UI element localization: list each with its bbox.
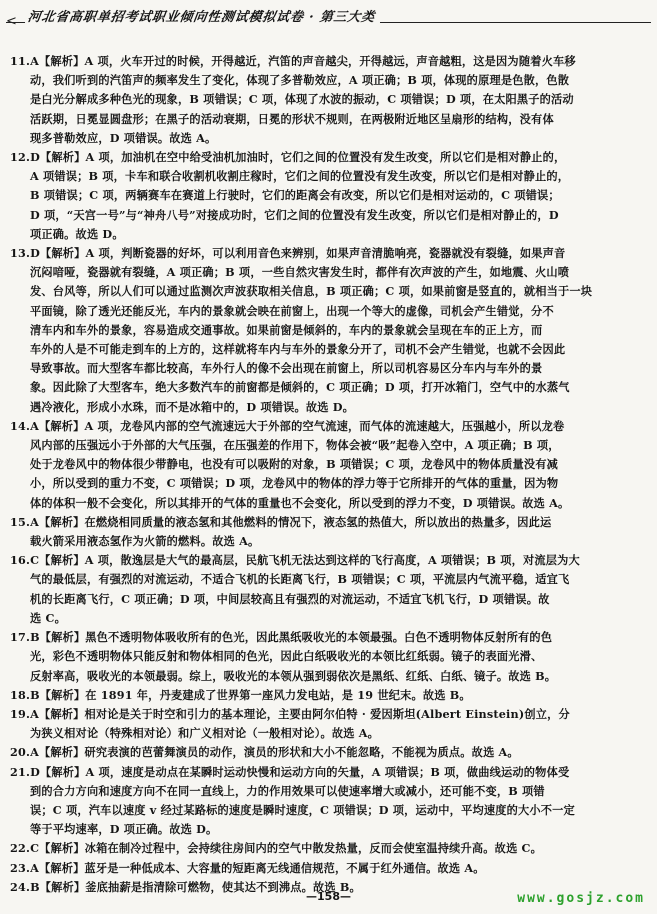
chevron-left-icon: < — [6, 14, 17, 29]
answer-first-line — [10, 551, 636, 570]
answer-first-line — [10, 705, 636, 724]
answer-text: B【解析】在 1891 年，丹麦建成了世界第一座风力发电站，是 19 世纪末。故选 B。 — [30, 687, 471, 702]
question-number: 18. — [10, 687, 31, 702]
answer-item — [10, 743, 636, 762]
answer-text: D【解析】A 项，加油机在空中给受油机加油时，它们之间的位置没有发生改变，所以它们是相对静止的， — [30, 150, 566, 165]
answer-item — [10, 52, 636, 148]
answer-first-line — [10, 628, 636, 647]
answer-line: 载火箭采用液态氢作为火箭的燃料。故选 A。 — [30, 534, 260, 549]
answer-first-line — [10, 148, 636, 167]
question-number: 14. — [10, 418, 31, 433]
question-number: 12. — [10, 150, 31, 165]
answer-text: A【解析】A 项，龙卷风内部的空气流速远大于外部的空气流速，而气体的流速越大，压强越小，所以龙卷 — [30, 418, 565, 433]
answer-line: 动，我们听到的汽笛声的频率发生了变化，体现了多普勒效应，A 项正确；B 项，体现的原理是色散，色散 — [30, 73, 570, 88]
answer-text: B【解析】釜底抽薪是指清除可燃物，使其达不到沸点。故选 B。 — [30, 879, 361, 894]
answer-first-line — [10, 417, 636, 436]
page-header — [0, 0, 657, 44]
answer-item — [10, 705, 636, 743]
answer-line: 处于龙卷风中的物体很少带静电，也没有可以吸附的对象，B 项错误；C 项，龙卷风中的物体质量没有减 — [30, 457, 559, 472]
answer-text: C【解析】A 项，散逸层是大气的最高层，民航飞机无法达到这样的飞行高度，A 项错误；B 项，对流层为大 — [30, 553, 580, 568]
question-number: 15. — [10, 514, 31, 529]
answer-item — [10, 551, 636, 628]
answer-line: 平面镜，除了透光还能反光，车内的景象就会映在前窗上，出现一个等大的虚像，司机会产生错觉，分不 — [30, 303, 554, 318]
site-watermark: www.gosjz.com — [517, 891, 645, 906]
question-number: 21. — [10, 764, 31, 779]
answer-line: 遇冷液化，形成小水珠，而不是冰箱中的，D 项错误。故选 D。 — [30, 399, 355, 414]
page-number: —158— — [306, 890, 351, 903]
answer-first-line — [10, 52, 636, 71]
answer-line: 选 C。 — [30, 610, 66, 625]
answer-line: 导致事故。而大型客车都比较高，车外行人的像不会出现在前窗上，所以司机容易区分车内与车外的景 — [30, 361, 543, 376]
question-number: 23. — [10, 860, 31, 875]
answer-line: 沉闷喑哑，瓷器就有裂缝，A 项正确；B 项，一些自然灾害发生时，都伴有次声波的产生，如地震、火山喷 — [30, 265, 570, 280]
answer-first-line — [10, 859, 636, 878]
answer-line: 清车内和车外的景象，容易造成交通事故。如果前窗是倾斜的，车内的景象就会呈现在车的正上方，而 — [30, 322, 543, 337]
question-number: 17. — [10, 630, 31, 645]
answer-line: 机的长距离飞行，C 项正确；D 项，中间层较高且有强烈的对流运动，不适宜飞机飞行，D 项错误。故 — [30, 591, 550, 606]
header-title: 河北省高职单招考试职业倾向性测试模拟试卷 · 第三大类 — [25, 6, 383, 25]
answer-item — [10, 148, 636, 244]
question-number: 20. — [10, 745, 31, 760]
answer-line: 象。因此除了大型客车，绝大多数汽车的前窗都是倾斜的，C 项正确；D 项，打开冰箱门，空气中的水蒸气 — [30, 380, 570, 395]
answer-line: 反射率高，吸收光的本领最弱。综上，吸收光的本领从强到弱依次是黑纸、红纸、白纸、镜子。故选 B。 — [30, 668, 557, 683]
answer-first-line — [10, 513, 636, 532]
answer-text: D【解析】A 项，判断瓷器的好坏，可以利用音色来辨别，如果声音清脆响亮，瓷器就没有裂缝，如果声音 — [30, 246, 566, 261]
answer-line: 体的体积一般不会变化，所以其排开的气体的重量也不会变化，所以受到的浮力不变，D 项错误。故选 A。 — [30, 495, 570, 510]
question-number: 19. — [10, 706, 31, 721]
answer-text: D【解析】A 项，速度是动点在某瞬时运动快慢和运动方向的矢量，A 项错误；B 项，做曲线运动的物体受 — [30, 764, 570, 779]
question-number: 22. — [10, 841, 31, 856]
answer-first-line — [10, 244, 636, 263]
answer-item — [10, 763, 636, 840]
answer-line: 光，彩色不透明物体只能反射和物体相同的色光，因此白纸吸收光的本领比红纸弱。镜子的表面光滑、 — [30, 649, 543, 664]
answer-first-line — [10, 763, 636, 782]
answer-line: B 项错误；C 项，两辆赛车在赛道上行驶时，它们的距离会有改变，所以它们是相对运动的，C 项错误； — [30, 188, 560, 203]
answer-first-line — [10, 743, 636, 762]
question-number: 24. — [10, 879, 31, 894]
answer-text: A【解析】在燃烧相同质量的液态氢和其他燃料的情况下，液态氢的热值大，所以放出的热量多，因此运 — [30, 514, 552, 529]
answer-text: C【解析】冰箱在制冷过程中，会持续往房间内的空气中散发热量，反而会使室温持续升高。故选 C。 — [30, 841, 543, 856]
answer-line: 风内部的压强远小于外部的大气压强，在压强差的作用下，物体会被“吸”起卷入空中，A 项正确；B 项， — [30, 438, 560, 453]
answer-first-line — [10, 839, 636, 858]
answer-item — [10, 513, 636, 551]
answer-line: 现多普勒效应，D 项错误。故选 A。 — [30, 130, 217, 145]
question-number: 13. — [10, 246, 31, 261]
answer-text: B【解析】黑色不透明物体吸收所有的色光，因此黑纸吸收光的本领最强。白色不透明物体反射所有的色 — [30, 630, 553, 645]
answer-item — [10, 417, 636, 513]
answer-item — [10, 686, 636, 705]
answer-line: 误；C 项，汽车以速度 v 经过某路标的速度是瞬时速度，C 项错误；D 项，运动中，平均速度的大小不一定 — [30, 802, 575, 817]
answer-line: 发、台风等，所以人们可以通过监测次声波获取相关信息，B 项正确；C 项，如果前窗是竖直的，就相当于一块 — [30, 284, 593, 299]
answer-item — [10, 839, 636, 858]
question-number: 11. — [10, 54, 31, 68]
answer-line: 气的最低层，有强烈的对流运动，不适合飞机的长距离飞行，B 项错误；C 项，平流层内气流平稳，适宜飞 — [30, 572, 570, 587]
answer-explanations — [10, 52, 636, 897]
answer-text: A【解析】研究表演的芭蕾舞演员的动作，演员的形状和大小不能忽略，不能视为质点。故选 A。 — [30, 745, 519, 760]
question-number: 16. — [10, 553, 31, 568]
answer-line: 项正确。故选 D。 — [30, 226, 124, 241]
answer-item — [10, 859, 636, 878]
answer-item — [10, 628, 636, 686]
answer-line: A 项错误；B 项，卡车和联合收割机收割庄稼时，它们之间的位置没有发生改变，所以它们是相对静止的， — [30, 169, 570, 184]
answer-line: 车外的人是不可能走到车的上方的，这样就将车内与车外的景象分开了，司机不会产生错觉，也就不会因此 — [30, 342, 566, 357]
answer-line: 活跃期，日冕显圆盘形；在黑子的活动衰期，日冕的形状不规则，在两极附近地区呈扇形的结构，没有体 — [30, 111, 554, 126]
answer-line: D 项，“天宫一号”与“神舟八号”对接成功时，它们之间的位置没有发生改变，所以它们是相对静止的，D — [30, 207, 559, 222]
answer-line: 为狭义相对论（特殊相对论）和广义相对论（一般相对论）。故选 A。 — [30, 726, 380, 741]
answer-text: A【解析】A 项，火车开过的时候，开得越近，汽笛的声音越尖，开得越远，声音越粗，这是因为随着火车移 — [30, 54, 576, 68]
answer-line: 是白光分解成多种色光的现象，B 项错误；C 项，体现了水波的振动，C 项错误；D 项，在太阳黑子的活动 — [30, 92, 574, 107]
answer-item — [10, 244, 636, 417]
answer-first-line — [10, 686, 636, 705]
answer-text: A【解析】蓝牙是一种低成本、大容量的短距离无线通信规范，不属于红外通信。故选 A。 — [30, 860, 485, 875]
answer-line: 到的合力方向和速度方向不在同一直线上，力的作用效果可以使速率增大或减小，还可能不变，B 项错 — [30, 783, 545, 798]
answer-line: 等于平均速率，D 项正确。故选 D。 — [30, 822, 218, 837]
answer-line: 小，所以受到的重力不变，C 项错误；D 项，龙卷风中的物体的浮力等于它所排开的气体的重量，因为物 — [30, 476, 559, 491]
answer-text: A【解析】相对论是关于时空和引力的基本理论，主要由阿尔伯特 · 爱因斯坦(Albert Einstein)创立，分 — [30, 706, 570, 721]
